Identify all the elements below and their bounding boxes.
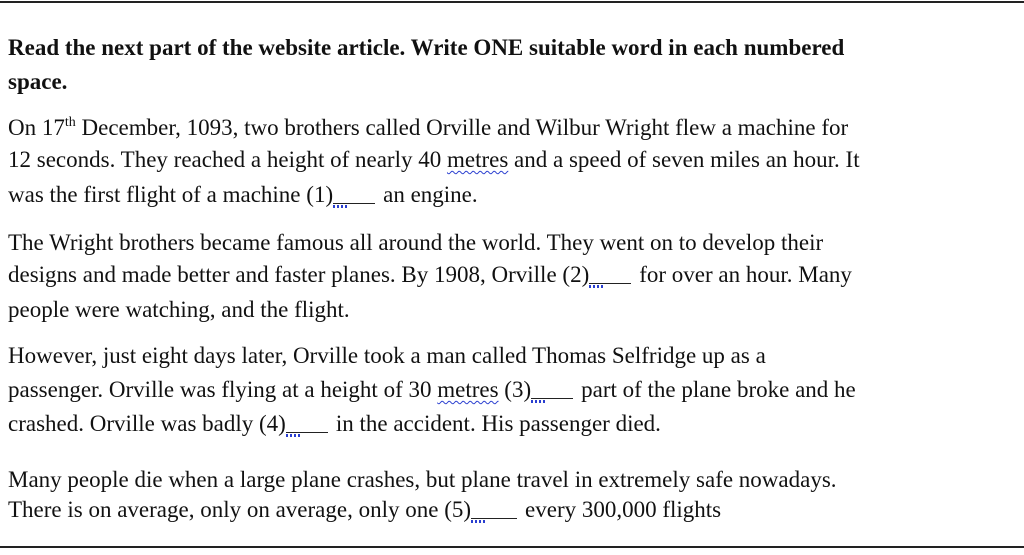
blank-number-5: (5)	[444, 497, 472, 522]
text: in the accident. His passenger died.	[335, 411, 661, 436]
text: 12 seconds. They reached a height of nearly 40	[8, 147, 447, 172]
superscript: th	[64, 115, 76, 130]
paragraph-1-line-1	[8, 114, 848, 142]
text: There is on average, only on average, only one	[8, 497, 445, 522]
spellcheck-word: metres	[446, 147, 509, 172]
text: crashed. Orville was badly	[8, 411, 260, 436]
text: part of the plane broke and he	[581, 377, 856, 402]
blank-2[interactable]	[589, 263, 631, 284]
text: December, 1093, two brothers called Orville and Wilbur Wright flew a machine for	[75, 115, 849, 140]
text: designs and made better and faster planes. By 1908, Orville	[8, 262, 563, 287]
paragraph-4-line-2	[8, 496, 721, 524]
text: an engine.	[383, 182, 478, 207]
blank-number-3: (3)	[504, 377, 532, 402]
paragraph-3-line-2	[8, 376, 856, 404]
text: was the first flight of a machine	[8, 182, 307, 207]
paragraph-4-line-1: Many people die when a large plane crashes, but plane travel in extremely safe nowadays.	[8, 467, 837, 492]
blank-number-1: (1)	[306, 182, 334, 207]
text: for over an hour. Many	[639, 262, 852, 287]
blank-1[interactable]	[333, 183, 375, 204]
bottom-border	[0, 546, 1024, 548]
spellcheck-word: metres	[437, 377, 499, 402]
paragraph-1-line-3	[8, 181, 478, 209]
paragraph-2-line-3: people were watching, and the flight.	[8, 297, 350, 322]
paragraph-3-line-1: However, just eight days later, Orville took a man called Thomas Selfridge up as a	[8, 343, 766, 368]
text: every 300,000 flights	[525, 497, 722, 522]
text: On 17	[8, 115, 65, 140]
paragraph-1-line-2	[8, 146, 860, 174]
paragraph-2-line-1: The Wright brothers became famous all around the world. They went on to develop their	[8, 230, 824, 255]
blank-3[interactable]	[531, 378, 573, 399]
paragraph-2-line-2	[8, 261, 852, 289]
paragraph-3-line-3	[8, 410, 661, 438]
text: passenger. Orville was flying at a height of 30	[8, 377, 438, 402]
top-border	[0, 1, 1024, 3]
blank-number-2: (2)	[562, 262, 590, 287]
text: and a speed of seven miles an hour. It	[508, 147, 860, 172]
instruction-line-1: Read the next part of the website article. Write ONE suitable word in each numbered	[8, 35, 845, 60]
blank-number-4: (4)	[259, 411, 286, 436]
blank-4[interactable]	[286, 412, 328, 433]
blank-5[interactable]	[471, 498, 517, 519]
instruction-line-2: space.	[8, 69, 68, 94]
